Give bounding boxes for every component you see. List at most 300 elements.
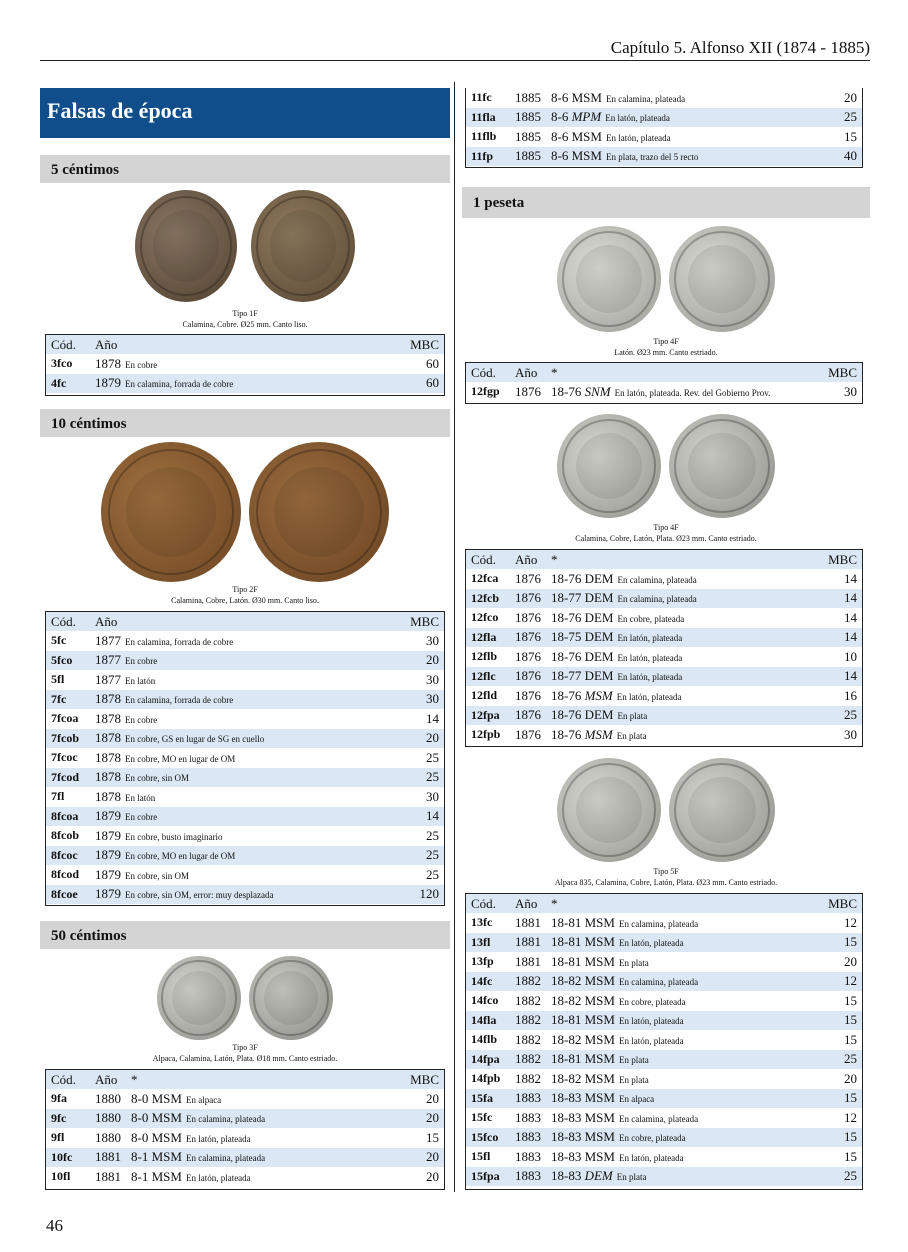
description: En cobre, sin OM, error: muy desplazada — [125, 890, 274, 901]
cell-details — [546, 647, 818, 667]
cell-details — [546, 1167, 818, 1187]
table-row — [466, 1050, 862, 1070]
column-divider — [454, 82, 455, 1192]
year: 1879 — [95, 808, 121, 824]
cell-price: 25 — [426, 866, 439, 882]
cell-code: 7fl — [51, 789, 65, 804]
mint-mark: DEM — [584, 570, 614, 586]
description: En latón — [125, 675, 156, 686]
cell-price: 20 — [844, 1070, 857, 1086]
table-body — [46, 631, 444, 904]
mint-mark: MSM — [151, 1168, 182, 1184]
description: En calamina, plateada — [617, 594, 697, 605]
mint-mark: MSM — [571, 148, 602, 164]
table-row — [46, 1167, 444, 1187]
cell-code: 13fp — [471, 954, 494, 969]
star-date: 8-6 — [551, 128, 569, 144]
col-cod: Cód. — [46, 1070, 90, 1089]
description: En plata — [617, 711, 648, 722]
cell-code: 12fla — [466, 628, 510, 648]
cell-price: 20 — [844, 89, 857, 105]
star-date: 8-6 — [551, 89, 569, 105]
cell-code: 12flb — [471, 649, 498, 664]
table-row — [466, 667, 862, 687]
mint-mark: DEM — [584, 609, 614, 625]
star-date: 8-6 — [551, 109, 569, 125]
description: En plata — [616, 1172, 647, 1183]
cell-year: 1880 — [95, 1090, 121, 1106]
cell-details — [546, 686, 818, 706]
description: En latón, plateada — [617, 652, 683, 663]
table-row — [46, 729, 444, 749]
col-star: * — [546, 550, 818, 569]
cell-code: 11fla — [466, 108, 510, 128]
mint-mark: MSM — [151, 1110, 182, 1126]
cell-year-desc — [90, 885, 400, 905]
table-row — [46, 354, 444, 374]
col-cod: Cód. — [466, 550, 510, 569]
description: En cobre — [125, 812, 158, 823]
cell-price: 14 — [818, 667, 862, 687]
cell-year: 1876 — [510, 589, 546, 609]
description: En cobre, GS en lugar de SG en cuello — [125, 734, 265, 745]
cell-price: 20 — [400, 729, 444, 749]
cell-details — [126, 1128, 400, 1148]
star-date: 18-81 — [551, 1012, 582, 1028]
cell-code: 13fc — [471, 915, 493, 930]
cell-details — [546, 913, 818, 933]
cell-price: 25 — [818, 706, 862, 726]
tipo-description: Latón. Ø23 mm. Canto estriado. — [614, 348, 718, 357]
cell-code: 15fa — [466, 1089, 510, 1109]
cell-details — [546, 933, 818, 953]
cell-code: 13fl — [466, 933, 510, 953]
description: En calamina, forrada de cobre — [125, 636, 234, 647]
description: En plata — [618, 1055, 649, 1066]
cell-price: 30 — [426, 632, 439, 648]
coin-reverse-image — [249, 442, 389, 582]
cell-code: 11fp — [466, 147, 510, 167]
table-row — [466, 147, 862, 167]
description: En cobre, sin OM — [125, 773, 189, 784]
cell-year: 1876 — [515, 726, 541, 742]
cell-year: 1876 — [510, 628, 546, 648]
col-mbc: MBC — [400, 612, 444, 631]
table-row — [46, 748, 444, 768]
cell-code: 9fa — [51, 1091, 67, 1106]
mint-mark: MSM — [584, 1051, 615, 1067]
cell-price: 20 — [400, 1109, 444, 1129]
coin-obverse-image — [557, 758, 661, 862]
table-row — [46, 1089, 444, 1109]
cell-year-desc — [90, 846, 400, 866]
col-star: * — [546, 363, 818, 382]
cell-year: 1885 — [515, 128, 541, 144]
cell-year: 1880 — [90, 1109, 126, 1129]
cell-code: 15fc — [471, 1110, 493, 1125]
coin-caption — [462, 866, 870, 888]
cell-price: 30 — [426, 788, 439, 804]
tipo-description: Calamina, Cobre. Ø25 mm. Canto liso. — [182, 320, 308, 329]
cell-price: 25 — [426, 827, 439, 843]
cell-code: 14flb — [471, 1032, 498, 1047]
cell-year-desc — [90, 768, 400, 788]
table-row — [466, 1167, 862, 1187]
coin-obverse-image — [557, 226, 661, 332]
cell-code: 15fco — [466, 1128, 510, 1148]
cell-year: 1882 — [510, 972, 546, 992]
cell-year: 1876 — [515, 609, 541, 625]
col-ano: Año — [510, 894, 546, 913]
cell-price: 14 — [844, 570, 857, 586]
tipo-label: Tipo 3F — [232, 1043, 258, 1052]
cell-price: 10 — [844, 648, 857, 664]
mint-mark: MSM — [151, 1149, 182, 1165]
year: 1878 — [95, 710, 121, 726]
description: En latón, plateada — [185, 1133, 251, 1144]
col-star: * — [126, 1070, 400, 1089]
cell-price: 25 — [818, 1167, 862, 1187]
cell-price: 30 — [844, 726, 857, 742]
year: 1879 — [95, 866, 121, 882]
cell-code: 14fc — [466, 972, 510, 992]
star-date: 18-81 — [551, 914, 582, 930]
cell-details — [546, 1108, 818, 1128]
table-row — [46, 1109, 444, 1129]
description: En calamina, plateada — [618, 1113, 699, 1124]
mint-mark: MSM — [584, 914, 615, 930]
cell-year: 1876 — [510, 667, 546, 687]
coin-caption — [462, 336, 870, 358]
cell-year: 1876 — [515, 570, 541, 586]
cell-year-desc — [90, 690, 400, 710]
cell-year: 1885 — [515, 89, 541, 105]
year: 1878 — [95, 769, 121, 785]
mint-mark: MSM — [584, 1129, 615, 1145]
star-date: 18-82 — [551, 1070, 582, 1086]
table-row — [46, 709, 444, 729]
star-date: 18-75 — [551, 629, 582, 645]
cell-price: 14 — [400, 807, 444, 827]
cell-details — [546, 1128, 818, 1148]
star-date: 18-76 — [551, 726, 582, 742]
cell-price: 30 — [844, 383, 857, 399]
year: 1877 — [95, 632, 121, 648]
mint-mark: MSM — [571, 128, 602, 144]
col-mbc: MBC — [400, 335, 444, 354]
cell-code: 9fl — [51, 1130, 65, 1145]
cell-details — [546, 382, 818, 402]
table-row — [466, 589, 862, 609]
cell-year: 1876 — [515, 687, 541, 703]
cell-year: 1881 — [510, 933, 546, 953]
star-date: 8-6 — [551, 148, 569, 164]
cell-year: 1882 — [515, 992, 541, 1008]
cell-details — [546, 1050, 818, 1070]
cell-details — [546, 725, 818, 745]
cell-details — [126, 1167, 400, 1187]
cell-price: 120 — [400, 885, 444, 905]
cell-year: 1881 — [95, 1168, 121, 1184]
year: 1879 — [95, 375, 121, 391]
table-row — [466, 933, 862, 953]
cell-price: 15 — [818, 1128, 862, 1148]
mint-mark: DEM — [584, 707, 614, 723]
cell-code: 7fcoa — [51, 711, 79, 726]
table-row — [466, 706, 862, 726]
running-title: Capítulo 5. Alfonso XII (1874 - 1885) — [610, 38, 870, 57]
cell-code: 11flb — [471, 129, 497, 144]
cell-details — [546, 569, 818, 589]
cell-details — [546, 1011, 818, 1031]
description: En cobre, plateada — [618, 1133, 686, 1144]
table-body — [466, 569, 862, 745]
mint-mark: MSM — [584, 1070, 615, 1086]
col-cod: Cód. — [46, 335, 90, 354]
cell-code: 8fcoc — [46, 846, 90, 866]
table-row — [466, 88, 862, 108]
cell-year: 1883 — [515, 1109, 541, 1125]
table-row — [466, 1147, 862, 1167]
description: En latón, plateada — [616, 691, 682, 702]
table-header-row — [466, 894, 862, 913]
tipo-description: Alpaca 835, Calamina, Cobre, Latón, Plata. Ø23 mm. Canto estriado. — [554, 878, 778, 887]
description: En calamina, plateada — [185, 1114, 266, 1125]
table-header-row — [466, 363, 862, 382]
cell-price: 12 — [818, 972, 862, 992]
catalog-table-tipo-4f — [466, 550, 862, 745]
coin-obverse-image — [101, 442, 241, 582]
cell-code: 12fld — [471, 688, 498, 703]
star-date: 8-0 — [131, 1090, 149, 1106]
description: En latón, plateada — [617, 633, 683, 644]
cell-year: 1883 — [510, 1128, 546, 1148]
star-date: 18-76 — [551, 648, 582, 664]
year: 1879 — [95, 827, 121, 843]
star-date: 18-83 — [551, 1090, 582, 1106]
table-row — [46, 1128, 444, 1148]
cell-details — [546, 991, 818, 1011]
star-date: 8-0 — [131, 1110, 149, 1126]
table-row — [46, 631, 444, 651]
table-body — [466, 382, 862, 402]
col-ano: Año — [90, 335, 400, 354]
table-header-row — [466, 550, 862, 569]
table-row — [466, 725, 862, 745]
cell-year-desc — [90, 729, 400, 749]
mint-mark: DEM — [584, 590, 614, 606]
coin-reverse-image — [669, 226, 775, 332]
cell-code: 14fpb — [471, 1071, 501, 1086]
section-header-1-peseta: 1 peseta — [462, 187, 870, 218]
cell-year: 1881 — [515, 953, 541, 969]
cell-year: 1876 — [515, 383, 541, 399]
cell-price: 60 — [400, 374, 444, 394]
description: En cobre, MO en lugar de OM — [125, 753, 236, 764]
cell-code: 4fc — [46, 374, 90, 394]
mint-mark: DEM — [584, 648, 614, 664]
cell-code: 8fcob — [51, 828, 79, 843]
coin-photos-tipo-4f-b — [462, 414, 870, 518]
cell-year-desc — [90, 651, 400, 671]
cell-price: 20 — [400, 651, 444, 671]
star-date: 18-76 — [551, 570, 582, 586]
table-row — [466, 686, 862, 706]
cell-year: 1883 — [510, 1089, 546, 1109]
description: En latón, plateada — [605, 132, 671, 143]
cell-year-desc — [90, 709, 400, 729]
col-mbc: MBC — [818, 550, 862, 569]
mint-mark: MPM — [571, 109, 602, 125]
table-body — [46, 1089, 444, 1187]
table-row — [46, 651, 444, 671]
cell-price: 15 — [818, 1011, 862, 1031]
cell-details — [546, 1089, 818, 1109]
cell-code: 3fco — [51, 356, 73, 371]
table-header-row — [46, 335, 444, 354]
description: En latón, plateada — [618, 938, 684, 949]
cell-details — [546, 127, 818, 147]
mint-mark: DEM — [584, 629, 614, 645]
coin-reverse-image — [669, 414, 775, 518]
cell-price: 16 — [844, 687, 857, 703]
coin-photos-tipo-3f — [40, 956, 450, 1040]
mint-mark: MSM — [584, 992, 615, 1008]
cell-code: 8fcoe — [46, 885, 90, 905]
tipo-label: Tipo 4F — [653, 523, 679, 532]
cell-code: 14fla — [466, 1011, 510, 1031]
cell-year-desc — [90, 787, 400, 807]
cell-details — [546, 147, 818, 167]
cell-year: 1883 — [515, 1148, 541, 1164]
cell-year-desc — [90, 865, 400, 885]
description: En calamina, forrada de cobre — [125, 379, 234, 390]
cell-details — [546, 667, 818, 687]
cell-price: 25 — [400, 768, 444, 788]
description: En calamina, plateada — [618, 918, 699, 929]
cell-code: 10fl — [51, 1169, 71, 1184]
description: En latón, plateada — [618, 1016, 684, 1027]
col-mbc: MBC — [400, 1070, 444, 1089]
cell-year: 1880 — [95, 1129, 121, 1145]
catalog-table-tipo-4f-laton — [466, 363, 862, 402]
tipo-label: Tipo 2F — [232, 585, 258, 594]
coin-caption — [40, 584, 450, 606]
tipo-label: Tipo 1F — [232, 309, 258, 318]
table-row — [46, 826, 444, 846]
cell-price: 15 — [426, 1129, 439, 1145]
table-row — [466, 913, 862, 933]
cell-details — [126, 1089, 400, 1109]
table-row — [466, 1030, 862, 1050]
coin-obverse-image — [135, 190, 237, 302]
cell-details — [126, 1148, 400, 1168]
description: En latón, plateada — [185, 1172, 251, 1183]
table-row — [466, 972, 862, 992]
table-row — [466, 628, 862, 648]
cell-price: 14 — [426, 710, 439, 726]
cell-year: 1885 — [510, 108, 546, 128]
star-date: 8-0 — [131, 1129, 149, 1145]
table-header-row — [46, 612, 444, 631]
description: En cobre, busto imaginario — [125, 831, 223, 842]
star-date: 18-81 — [551, 1051, 582, 1067]
mint-mark: SNM — [584, 383, 611, 399]
cell-year-desc — [90, 807, 400, 827]
cell-details — [126, 1109, 400, 1129]
cell-price: 12 — [844, 914, 857, 930]
cell-price: 25 — [818, 108, 862, 128]
cell-details — [546, 1069, 818, 1089]
star-date: 18-76 — [551, 707, 582, 723]
table-row — [46, 1148, 444, 1168]
cell-price: 15 — [844, 1031, 857, 1047]
section-header-50-centimos: 50 céntimos — [40, 921, 450, 949]
mint-mark: MSM — [584, 726, 613, 742]
cell-details — [546, 608, 818, 628]
col-mbc: MBC — [818, 894, 862, 913]
table-row — [46, 690, 444, 710]
star-date: 18-83 — [551, 1109, 582, 1125]
catalog-table-50-centimos-continued — [466, 88, 862, 166]
cell-code: 12fca — [471, 571, 499, 586]
year: 1878 — [95, 749, 121, 765]
tipo-label: Tipo 4F — [653, 337, 679, 346]
cell-year: 1883 — [510, 1167, 546, 1187]
coin-obverse-image — [157, 956, 241, 1040]
description: En latón, plateada — [605, 113, 670, 124]
cell-year: 1876 — [510, 706, 546, 726]
table-row — [466, 952, 862, 972]
coin-photos-tipo-4f-a — [462, 226, 870, 332]
col-star: * — [546, 894, 818, 913]
page-title: Falsas de época — [40, 88, 450, 138]
star-date: 18-83 — [551, 1148, 582, 1164]
mint-mark: MSM — [584, 1148, 615, 1164]
col-cod: Cód. — [46, 612, 90, 631]
cell-price: 14 — [844, 609, 857, 625]
year: 1877 — [95, 671, 121, 687]
cell-year: 1882 — [515, 1070, 541, 1086]
description: En calamina, plateada — [618, 977, 699, 988]
cell-price: 25 — [426, 749, 439, 765]
cell-code: 12fpa — [466, 706, 510, 726]
cell-code: 7fcod — [46, 768, 90, 788]
cell-price: 14 — [818, 589, 862, 609]
cell-details — [546, 706, 818, 726]
star-date: 18-77 — [551, 590, 582, 606]
star-date: 18-76 — [551, 609, 582, 625]
table-row — [466, 1128, 862, 1148]
mint-mark: MSM — [584, 973, 615, 989]
table-header-row — [46, 1070, 444, 1089]
mint-mark: MSM — [571, 89, 602, 105]
cell-code: 12fcb — [466, 589, 510, 609]
cell-price: 60 — [426, 355, 439, 371]
description: En plata — [618, 957, 649, 968]
page-number: 46 — [46, 1216, 63, 1235]
cell-year: 1882 — [510, 1011, 546, 1031]
description: En latón, plateada — [618, 1035, 684, 1046]
cell-price: 12 — [844, 1109, 857, 1125]
star-date: 18-82 — [551, 992, 582, 1008]
table-row — [46, 865, 444, 885]
description: En cobre — [125, 714, 158, 725]
cell-code: 7fc — [46, 690, 90, 710]
mint-mark: MSM — [151, 1129, 182, 1145]
description: En latón, plateada — [618, 1152, 684, 1163]
year: 1877 — [95, 652, 121, 668]
